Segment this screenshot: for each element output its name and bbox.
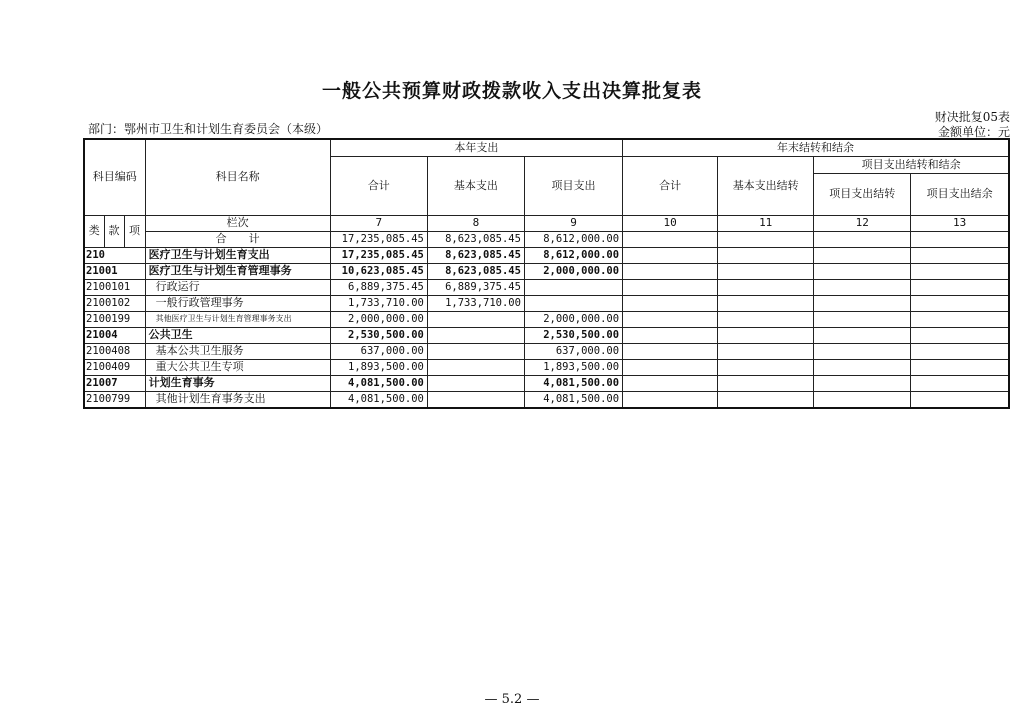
row-total: 2,530,500.00: [330, 327, 427, 343]
header-total: 合计: [330, 156, 427, 215]
col-num-13: 13: [911, 215, 1009, 231]
header-ye-basic: 基本支出结转: [718, 156, 814, 215]
header-current-year: 本年支出: [330, 139, 622, 156]
row-name: 重大公共卫生专项: [145, 359, 330, 375]
approval-table: [83, 138, 1010, 409]
row-name: 其他医疗卫生与计划生育管理事务支出: [145, 311, 330, 327]
row-code: 21001: [84, 263, 145, 279]
row-project: 2,000,000.00: [524, 311, 622, 327]
total-row-total: 17,235,085.45: [330, 231, 427, 247]
col-num-8: 8: [427, 215, 524, 231]
row-basic: [427, 391, 524, 408]
header-project: 项目支出: [524, 156, 622, 215]
header-subject-name: 科目名称: [145, 139, 330, 215]
col-num-12: 12: [814, 215, 911, 231]
row-name: 医疗卫生与计划生育支出: [145, 247, 330, 263]
row-total: 2,000,000.00: [330, 311, 427, 327]
table-row: [84, 391, 1009, 408]
header-basic: 基本支出: [427, 156, 524, 215]
header-year-end: 年末结转和结余: [623, 139, 1009, 156]
form-number: 财决批复05表: [934, 110, 1010, 124]
col-num-11: 11: [718, 215, 814, 231]
page-number: — 5.2 —: [484, 692, 540, 707]
total-row-label: 合 计: [145, 231, 330, 247]
row-code: 2100101: [84, 279, 145, 295]
row-code: 2100199: [84, 311, 145, 327]
row-basic: [427, 327, 524, 343]
row-basic: 1,733,710.00: [427, 295, 524, 311]
row-project: [524, 279, 622, 295]
header-kuan: 款: [104, 215, 124, 247]
row-total: 4,081,500.00: [330, 375, 427, 391]
header-ye-project-carry: 项目支出结转: [814, 173, 911, 215]
total-row-basic: 8,623,085.45: [427, 231, 524, 247]
row-project: 2,000,000.00: [524, 263, 622, 279]
header-subject-code: 科目编码: [84, 139, 145, 215]
column-index-label: 栏次: [145, 215, 330, 231]
row-basic: [427, 375, 524, 391]
col-num-7: 7: [330, 215, 427, 231]
amount-unit: 金额单位：元: [937, 125, 1010, 139]
row-name: 计划生育事务: [145, 375, 330, 391]
row-total: 1,893,500.00: [330, 359, 427, 375]
row-total: 4,081,500.00: [330, 391, 427, 408]
row-code: 2100408: [84, 343, 145, 359]
row-project: 4,081,500.00: [524, 375, 622, 391]
row-basic: 6,889,375.45: [427, 279, 524, 295]
row-total: 10,623,085.45: [330, 263, 427, 279]
department-label: 部门：鄂州市卫生和计划生育委员会（本级）: [88, 122, 329, 136]
table-row: [84, 279, 1009, 295]
header-ye-total: 合计: [623, 156, 718, 215]
row-project: 1,893,500.00: [524, 359, 622, 375]
header-lei: 类: [84, 215, 104, 247]
row-project: 2,530,500.00: [524, 327, 622, 343]
row-name: 行政运行: [145, 279, 330, 295]
row-name: 基本公共卫生服务: [145, 343, 330, 359]
row-basic: [427, 311, 524, 327]
table-row: [84, 375, 1009, 391]
row-basic: 8,623,085.45: [427, 247, 524, 263]
header-xiang: 项: [124, 215, 145, 247]
row-code: 2100102: [84, 295, 145, 311]
row-name: 一般行政管理事务: [145, 295, 330, 311]
col-num-10: 10: [623, 215, 718, 231]
row-code: 21004: [84, 327, 145, 343]
table-row: [84, 247, 1009, 263]
row-total: 6,889,375.45: [330, 279, 427, 295]
row-basic: [427, 359, 524, 375]
row-project: 637,000.00: [524, 343, 622, 359]
row-basic: [427, 343, 524, 359]
table-row: [84, 343, 1009, 359]
row-code: 2100409: [84, 359, 145, 375]
table-row: [84, 359, 1009, 375]
row-name: 公共卫生: [145, 327, 330, 343]
page-title: 一般公共预算财政拨款收入支出决算批复表: [321, 80, 702, 102]
table-row: [84, 327, 1009, 343]
row-code: 210: [84, 247, 145, 263]
row-code: 21007: [84, 375, 145, 391]
row-total: 17,235,085.45: [330, 247, 427, 263]
col-num-9: 9: [524, 215, 622, 231]
row-name: 医疗卫生与计划生育管理事务: [145, 263, 330, 279]
header-ye-project-group: 项目支出结转和结余: [814, 156, 1009, 173]
row-code: 2100799: [84, 391, 145, 408]
total-row-project: 8,612,000.00: [524, 231, 622, 247]
table-row: [84, 311, 1009, 327]
row-total: 637,000.00: [330, 343, 427, 359]
table-row: [84, 263, 1009, 279]
row-project: 4,081,500.00: [524, 391, 622, 408]
row-basic: 8,623,085.45: [427, 263, 524, 279]
row-project: 8,612,000.00: [524, 247, 622, 263]
table-row: [84, 295, 1009, 311]
row-name: 其他计划生育事务支出: [145, 391, 330, 408]
row-project: [524, 295, 622, 311]
header-ye-project-surplus: 项目支出结余: [911, 173, 1009, 215]
row-total: 1,733,710.00: [330, 295, 427, 311]
